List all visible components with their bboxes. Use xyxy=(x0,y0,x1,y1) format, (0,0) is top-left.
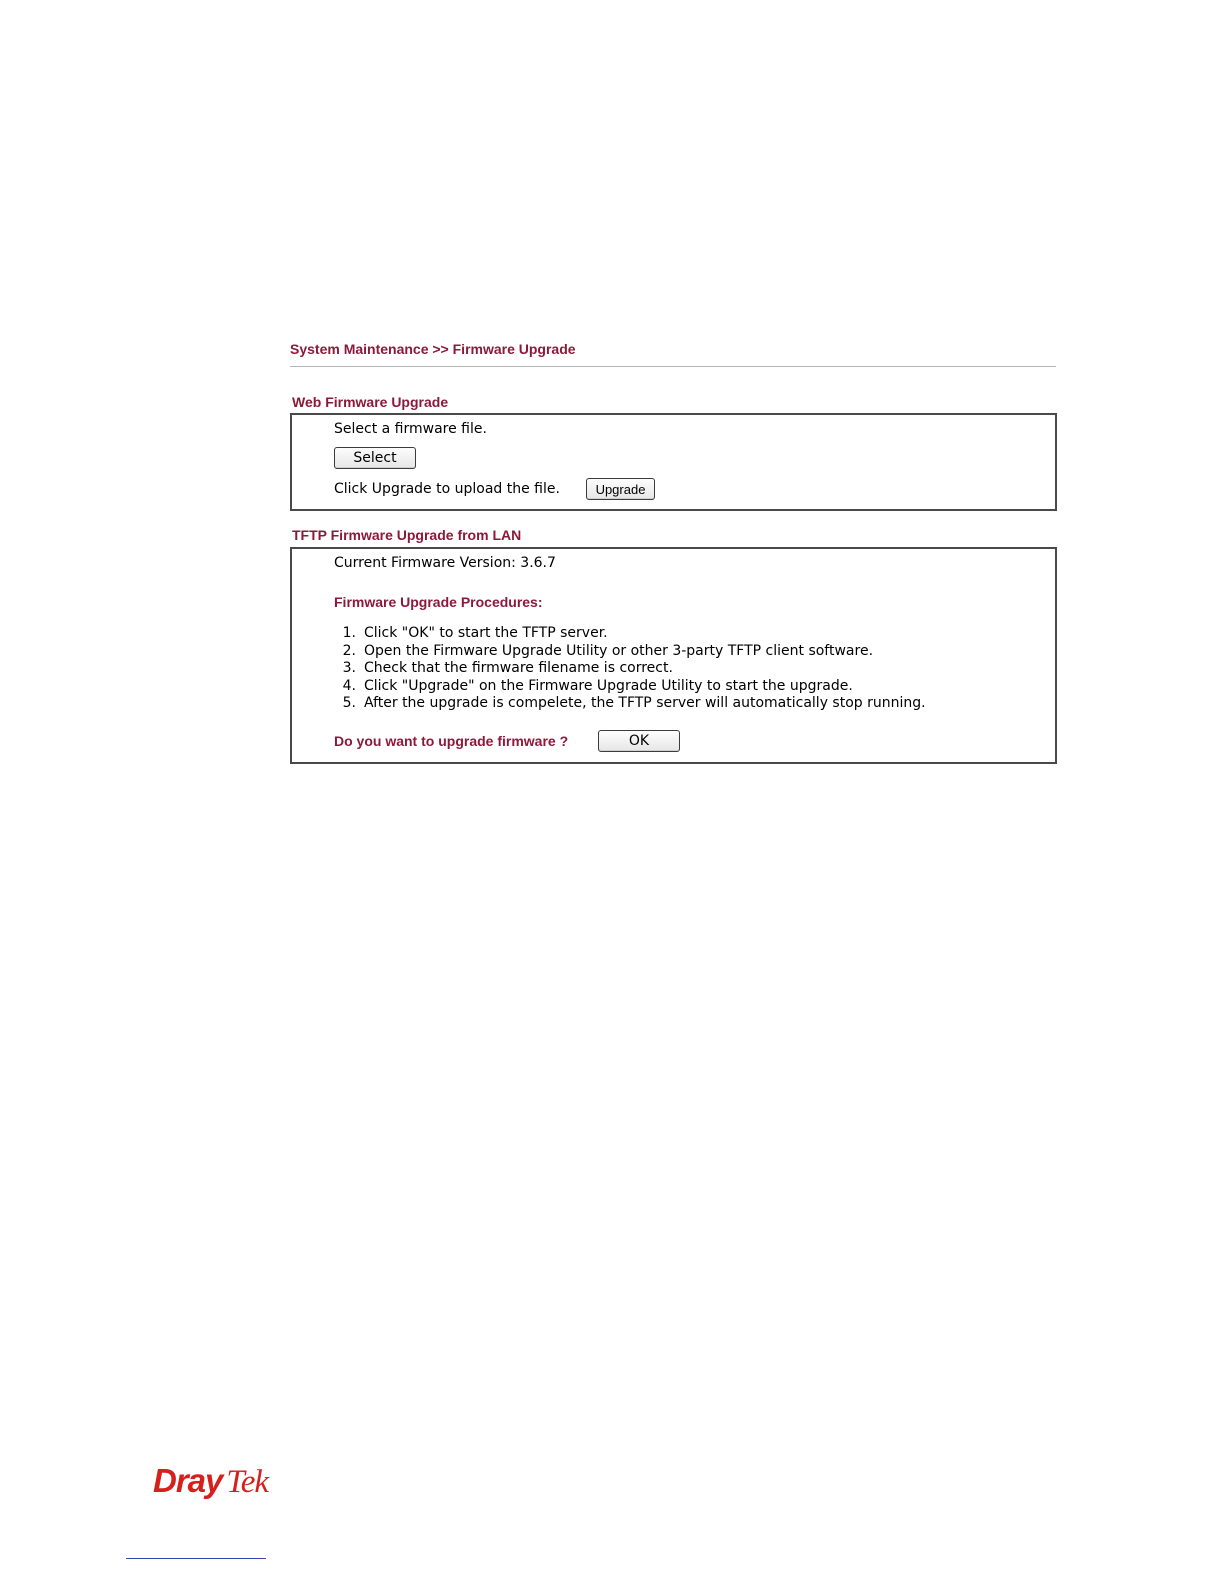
breadcrumb: System Maintenance >> Firmware Upgrade xyxy=(290,341,576,357)
ok-button[interactable]: OK xyxy=(598,730,680,752)
procedure-step: 5. After the upgrade is compelete, the TFTP server will automatically stop running. xyxy=(342,695,926,712)
current-firmware-version: Current Firmware Version: 3.6.7 xyxy=(334,555,556,571)
select-prompt: Select a firmware file. xyxy=(334,421,487,437)
upload-prompt: Click Upgrade to upload the file. xyxy=(334,481,560,497)
web-upgrade-title: Web Firmware Upgrade xyxy=(292,394,449,410)
header-divider xyxy=(290,366,1056,367)
upgrade-question: Do you want to upgrade firmware ? xyxy=(334,733,569,749)
tftp-upgrade-panel xyxy=(290,547,1057,764)
procedure-step: 3. Check that the firmware filename is correct. xyxy=(342,660,673,677)
procedure-steps xyxy=(334,625,926,713)
tftp-upgrade-title: TFTP Firmware Upgrade from LAN xyxy=(292,527,522,543)
upgrade-button[interactable]: Upgrade xyxy=(586,478,655,500)
web-upgrade-panel xyxy=(290,413,1057,511)
procedure-step: 4. Click "Upgrade" on the Firmware Upgrade Utility to start the upgrade. xyxy=(342,677,853,694)
footer-divider xyxy=(126,1558,266,1559)
procedure-step: 1. Click "OK" to start the TFTP server. xyxy=(342,625,608,641)
procedures-title: Firmware Upgrade Procedures: xyxy=(334,594,543,610)
procedure-step: 2. Open the Firmware Upgrade Utility or other 3-party TFTP client software. xyxy=(342,642,874,659)
select-button[interactable]: Select xyxy=(334,447,416,469)
draytek-logo: Dray Tek xyxy=(153,1462,269,1500)
